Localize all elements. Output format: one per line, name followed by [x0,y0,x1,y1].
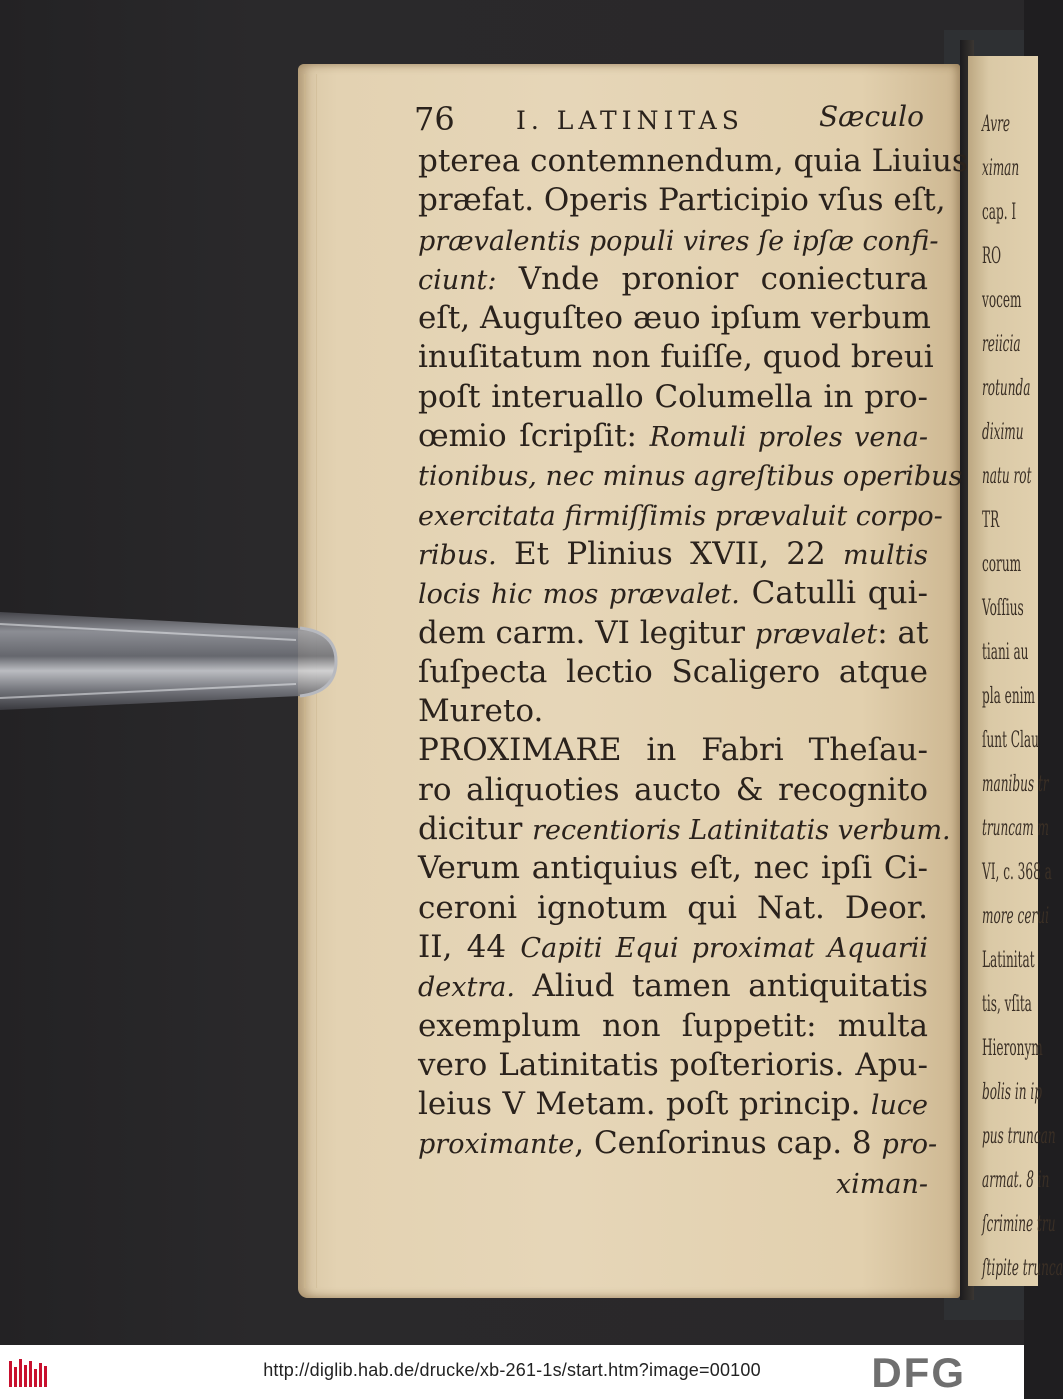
running-title-right: Sæculo [818,100,924,133]
page-header [414,100,924,144]
text-segment: Et Plinius XVII, 22 [496,535,844,572]
italic-text-segment: Romuli proles vena- [649,422,928,454]
text-segment: eſt, Auguſteo æuo ipſum verbum [418,300,931,337]
text-line [418,535,928,574]
text-line [418,653,928,692]
text-segment: exemplum non ſuppetit: multa [418,1007,928,1044]
facing-page-line: cap. I [982,200,1017,225]
italic-text-segment: luce [870,1090,928,1122]
facing-page-line: Avre [982,112,1011,137]
text-segment: leius V Metam. poſt princip. [418,1086,871,1123]
text-line [418,456,963,495]
text-line [418,1085,928,1124]
folio-number: 76 [414,100,455,138]
facing-page-line: Voſſius [982,596,1024,621]
text-line [418,614,928,653]
italic-text-segment: proximante [418,1129,575,1161]
facing-page-line: pla enim [982,684,1035,709]
text-segment: inuſitatum non fuiſſe, quod breui [418,339,934,376]
text-segment: , Cenſorinus cap. 8 [574,1125,882,1162]
text-segment: II, 44 [418,928,521,965]
facing-page-line: ſunt Clau [982,728,1039,753]
viewer-footer [0,1345,1024,1399]
facing-page-line: pus truncan [982,1124,1056,1149]
italic-text-segment: ribus. [418,539,497,571]
text-segment: : at [877,614,929,651]
facing-page-line: truncam m [982,816,1050,841]
text-line [418,771,928,810]
source-url-link[interactable]: http://diglib.hab.de/drucke/xb-261-1s/start.htm?image=00100 [263,1360,761,1380]
text-line [418,260,928,299]
italic-text-segment: Capiti Equi proximat Aquarii [520,932,928,964]
text-segment: Mureto. [418,693,544,730]
facing-page-line: tiani au [982,640,1029,665]
text-segment: Catulli qui- [739,575,929,612]
text-line [418,181,946,220]
text-line [418,967,928,1006]
text-line [418,810,951,849]
facing-page-line: more cerui [982,904,1049,929]
text-segment: Vnde pronior coniectura [496,260,928,297]
facing-page-line: diximu [982,420,1024,445]
text-segment: œmio ſcripſit: [418,418,650,455]
facing-page-line: VI, c. 368 a [982,860,1052,885]
italic-text-segment: ciunt: [418,264,497,296]
catchword-text: ximan- [835,1168,928,1200]
facing-page-line: corum [982,552,1022,577]
facing-page-line: ſtipite trunca [982,1256,1063,1281]
text-segment: Verum antiquius eſt, nec ipſi Ci- [418,850,928,887]
italic-text-segment: prævalet [754,618,878,650]
facing-page-line: armat. 8 in [982,1168,1050,1193]
text-segment: ſuſpecta lectio Scaligero atque [418,653,928,690]
facing-page-line: manibus tr [982,772,1049,797]
facing-page-line: TR [982,508,1000,533]
facing-page-line: reiicia [982,332,1021,357]
bookmark-strip [0,606,340,716]
text-line [418,299,931,338]
text-segment: Aliud tamen antiquitatis [514,968,928,1005]
text-segment: ceroni ignotum qui Nat. Deor. [418,889,928,926]
italic-text-segment: pro- [881,1129,938,1161]
text-segment: præfat. Operis Participio vſus eſt, [418,182,946,219]
facing-page-line: Latinitat [982,948,1035,973]
text-segment: dicitur [418,811,533,848]
text-segment: poſt interuallo Columella in pro- [418,378,928,415]
facing-page-line: natu rot [982,464,1032,489]
italic-text-segment: recentioris Latinitatis verbum. [532,815,951,847]
facing-page-line: bolis in ip [982,1080,1042,1105]
facing-page-line: ximan [982,156,1020,181]
text-line [418,378,928,417]
facing-page-line: ſcrimine tru [982,1212,1056,1237]
text-line [418,849,928,888]
text-line [418,692,928,731]
text-line [418,889,928,928]
italic-text-segment: locis hic mos prævalet. [418,579,740,611]
italic-text-segment: multis [843,539,928,571]
italic-text-segment: tionibus, nec minus agreſtibus operibus [418,461,963,493]
facing-page-line: rotunda [982,376,1031,401]
facing-page [968,56,1063,1286]
facing-page-line: Hieronym [982,1036,1043,1061]
text-segment: ro aliquoties aucto & recognito [418,771,928,808]
text-line [418,928,928,967]
text-segment: pterea contemnendum, quia Liuius [418,143,968,179]
page-body-text [418,142,968,1203]
text-line [418,1046,928,1085]
text-segment: vero Latinitatis poſterioris. Apu- [418,1046,928,1083]
facing-page-line: RO [982,244,1002,269]
text-line [418,221,939,260]
text-line [418,496,943,535]
text-segment: PROXIMARE in Fabri Theſau- [418,732,928,769]
facing-page-line: tis, vſita [982,992,1032,1017]
text-line [418,1124,938,1163]
text-line [418,142,968,181]
text-line [418,338,934,377]
italic-text-segment: prævalentis populi vires ſe ipſæ confi- [418,225,939,257]
text-segment: dem carm. VI legitur [418,614,755,651]
text-line [418,574,928,613]
text-line [418,731,928,770]
catchword [418,1164,928,1203]
italic-text-segment: dextra. [418,972,515,1004]
italic-text-segment: exercitata firmiſſimis prævaluit corpo- [418,500,943,532]
running-title: I. LATINITAS [516,106,744,135]
text-line [418,417,928,456]
facing-page-line: vocem [982,288,1022,313]
text-line [418,1007,928,1046]
dfg-logo: DFG [871,1349,966,1396]
